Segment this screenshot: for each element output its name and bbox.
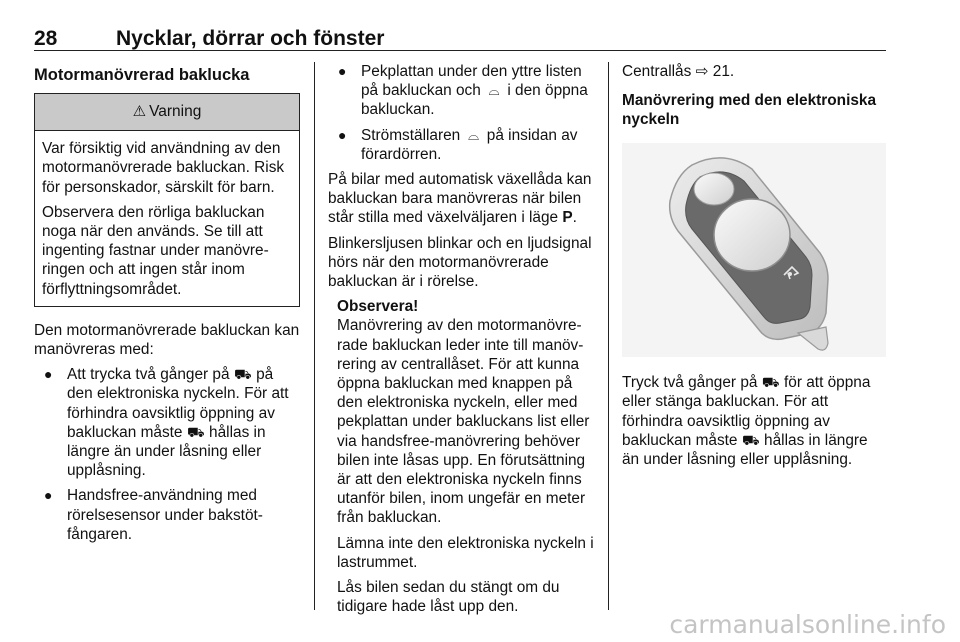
- note-paragraph: Lämna inte den elektroniska nyckeln i lastrummet.: [337, 534, 594, 571]
- intro-paragraph: Den motormanövrerade bakluckan kan manövreras med:: [34, 321, 300, 359]
- list-text: Att trycka två gånger på: [67, 366, 234, 384]
- subsection-title: Manövrering med den elektroniska nyckeln: [622, 92, 877, 129]
- paragraph-text: Tryck två gånger på: [622, 374, 762, 392]
- paragraph-text: .: [572, 209, 577, 227]
- column-right: [622, 62, 886, 475]
- paragraph-text: hållas in längre än under låsning eller upplåsning.: [622, 431, 868, 469]
- paragraph-text: för att öppna eller stänga bakluckan. För att förhindra oavsiktlig öppning av bakluckan måste: [622, 374, 871, 449]
- reference-arrow-icon: ⇨: [695, 63, 709, 80]
- list-text: hållas in längre än under låsning eller upplåsning.: [67, 423, 266, 480]
- list-text: i den öppna bakluckan.: [361, 82, 588, 119]
- tailgate-icon: ⛟: [234, 366, 252, 383]
- car-tailgate-icon: ⌓: [488, 82, 500, 99]
- list-item: [34, 486, 300, 544]
- list-text: Handsfree-användning med rörelsesensor under bakstötfångaren.: [67, 487, 263, 543]
- header-divider: [34, 50, 886, 51]
- key-fob-icon: [622, 143, 886, 357]
- note-block: [328, 297, 596, 616]
- bullet-icon: ●: [44, 487, 53, 504]
- gear-letter: P: [562, 209, 573, 227]
- warning-body: [35, 131, 299, 306]
- chapter-title: Nycklar, dörrar och fönster: [116, 27, 385, 50]
- reference-text: 21.: [708, 63, 735, 80]
- warning-triangle-icon: ⚠: [132, 103, 147, 121]
- paragraph-text: På bilar med automatisk växellåda kan bakluckan bara manövreras när bilen står stilla med växelväljaren i läge: [328, 171, 592, 227]
- method-list-continued: [328, 62, 596, 164]
- column-divider: [314, 62, 315, 610]
- list-item: [328, 126, 596, 164]
- list-text: på insidan av förardörren.: [361, 126, 578, 163]
- instruction-paragraph: [622, 373, 886, 469]
- note-paragraph: Lås bilen sedan du stängt om du tidigare hade låst upp den.: [337, 579, 560, 616]
- warning-paragraph: Observera den rörliga bakluckan noga när den används. Se till att ingenting fastnar under manövreringen och att ingen står inom förflyttningsområdet.: [42, 203, 269, 298]
- list-text: Strömställaren: [361, 126, 465, 144]
- method-list: [34, 365, 300, 544]
- warning-header: [35, 94, 299, 131]
- bullet-icon: ●: [44, 366, 53, 383]
- reference-text: Centrallås: [622, 63, 696, 80]
- bullet-icon: ●: [338, 63, 347, 79]
- watermark: carmanualsonline.info: [669, 610, 946, 639]
- note-title: Observera!: [337, 298, 419, 316]
- tailgate-icon: ⛟: [186, 423, 205, 440]
- key-fob-illustration: [622, 143, 886, 357]
- gear-paragraph: [328, 170, 596, 228]
- bullet-icon: ●: [338, 126, 347, 143]
- list-text: Pekplattan under den yttre listen på bakluckan och: [361, 63, 582, 100]
- tailgate-icon: ⛟: [761, 374, 780, 391]
- warning-box: [34, 93, 300, 307]
- list-item: [328, 62, 596, 120]
- warning-title: Varning: [149, 103, 202, 121]
- list-item: [34, 365, 300, 480]
- tailgate-icon: ⛟: [741, 431, 760, 448]
- cross-reference: [622, 62, 886, 81]
- note-paragraph: Manövrering av den motormanövrerade bakluckan leder inte till manövrering av centrallåset. För att kunna öppna bakluckan med knappen på den elektroniska nyckeln, eller med pekplattan under bakluckans list eller via handsfree-manövrering behöver bilen inte låsas upp. En förutsättning är att den elektroniska nyckeln finns utanför bilen, inom ungefär en meter från bakluckan.: [337, 317, 590, 527]
- column-divider: [608, 62, 609, 610]
- car-tailgate-icon: ⌓: [467, 126, 480, 143]
- list-text: på den elektroniska nyckeln. För att förhindra oavsiktlig öppning av bakluckan måste: [67, 366, 289, 441]
- signal-paragraph: Blinkersljusen blinkar och en ljudsignal hörs när den motormanövrerade bakluckan är i rörelse.: [328, 234, 592, 291]
- section-title: Motormanövrerad baklucka: [34, 66, 250, 84]
- warning-paragraph: Var försiktig vid användning av den motormanövrerade bakluckan. Risk för personskador, särskilt för barn.: [42, 140, 285, 196]
- page-number: 28: [34, 27, 58, 50]
- column-left: [34, 62, 300, 550]
- column-middle: [328, 62, 596, 622]
